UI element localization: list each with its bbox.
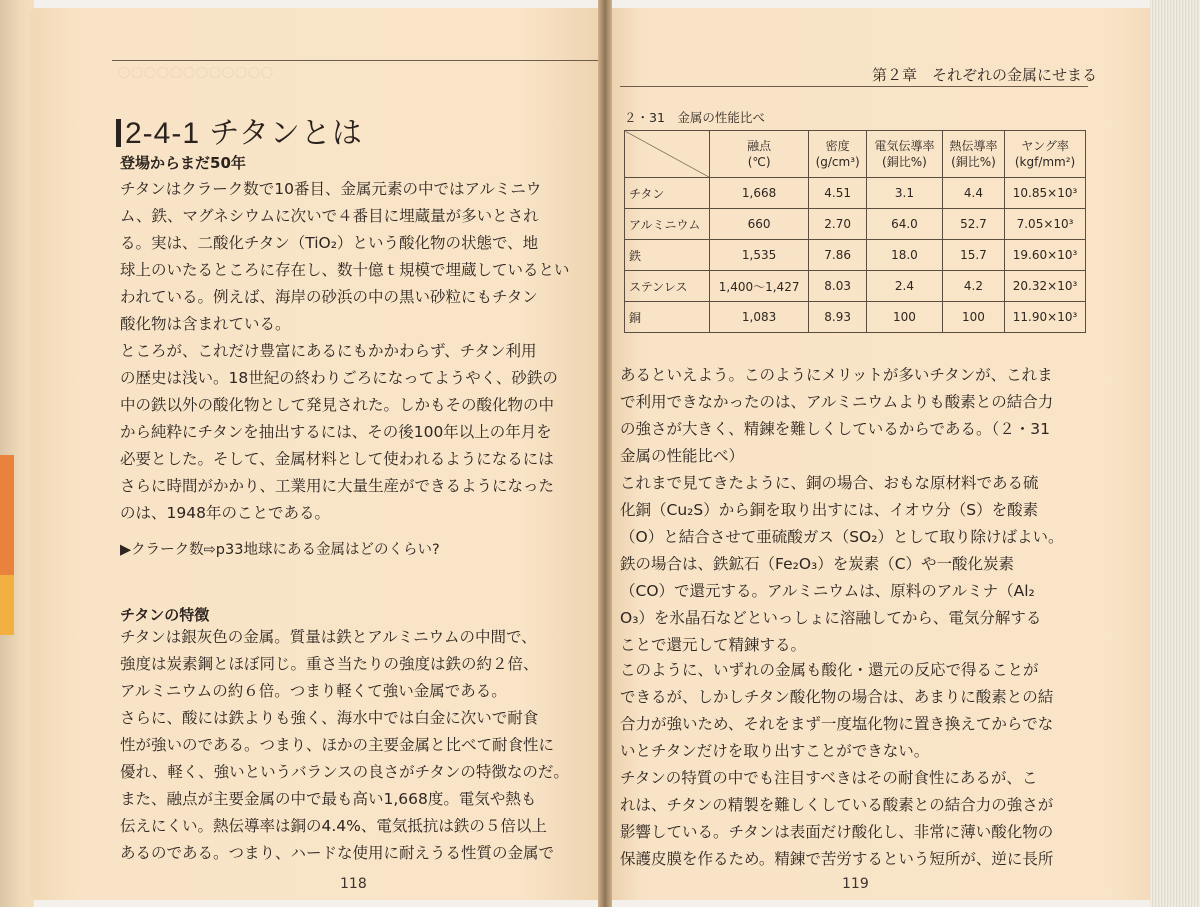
table-cell: 11.90×10³	[1005, 302, 1086, 333]
text-line: の歴史は浅い。18世紀の終わりごろになってようやく、砂鉄の	[120, 369, 558, 387]
table-cell: 1,400〜1,427	[710, 271, 809, 302]
text-line: 化銅（Cu₂S）から銅を取り出すには、イオウ分（S）を酸素	[620, 501, 1039, 519]
paragraph-melting-point	[120, 786, 590, 867]
table-row	[625, 271, 1086, 302]
paragraph-corrosion	[120, 705, 590, 786]
text-line: O₃）を氷晶石などといっしょに溶融してから、電気分解する	[620, 609, 1042, 627]
table-cell: 1,535	[710, 240, 809, 271]
text-line: 球上のいたるところに存在し、数十億ｔ規模で埋蔵しているとい	[120, 261, 570, 279]
section-title	[116, 108, 363, 152]
text-line: ム、鉄、マグネシウムに次いで４番目に埋蔵量が多いとされ	[120, 207, 539, 225]
paragraph-history	[120, 338, 590, 527]
page-number-left: 118	[340, 876, 367, 892]
text-line: これまで見てきたように、銅の場合、おもな原材料である硫	[620, 474, 1039, 492]
page-number-right: 119	[842, 876, 869, 892]
table-row-label: チタン	[625, 178, 710, 209]
text-line: る。実は、二酸化チタン（TiO₂）という酸化物の状態で、地	[120, 234, 539, 252]
table-cell: 4.51	[809, 178, 867, 209]
paragraph-refining	[620, 470, 1090, 659]
table-row-label: 鉄	[625, 240, 710, 271]
table-cell: 1,668	[710, 178, 809, 209]
text-line: また、融点が主要金属の中で最も高い1,668度。電気や熱も	[120, 790, 537, 808]
text-line: 保護皮膜を作るため。精錬で苦労するという短所が、逆に長所	[620, 850, 1054, 868]
text-line: れは、チタンの精製を難しくしている酸素との結合力の強さが	[620, 796, 1054, 814]
table-cell: 8.03	[809, 271, 867, 302]
table-row	[625, 302, 1086, 333]
paragraph-merit	[620, 362, 1090, 470]
table-header-cell: 熱伝導率 (銅比%)	[942, 131, 1004, 178]
text-line: このように、いずれの金属も酸化・還元の反応で得ることが	[620, 661, 1039, 679]
text-line: いとチタンだけを取り出すことができない。	[620, 742, 930, 760]
table-header-cell: 融点 (℃)	[710, 131, 809, 178]
table-cell: 3.1	[867, 178, 943, 209]
text-line: ことで還元して精錬する。	[620, 636, 807, 654]
text-line: 優れ、軽く、強いというバランスの良さがチタンの特徴なのだ。	[120, 763, 569, 781]
text-line: あるのである。つまり、ハードな使用に耐えうる性質の金属で	[120, 844, 555, 862]
table-cell: 15.7	[942, 240, 1004, 271]
table-cell: 2.70	[809, 209, 867, 240]
table-row	[625, 240, 1086, 271]
table-cell: 20.32×10³	[1005, 271, 1086, 302]
text-line: （O）と結合させて亜硫酸ガス（SO₂）として取り除けばよい。	[620, 528, 1064, 546]
table-cell: 100	[867, 302, 943, 333]
table-caption: ２・31 金属の性能比べ	[624, 110, 765, 125]
table-cell: 4.2	[942, 271, 1004, 302]
text-line: チタンの特質の中でも注目すべきはその耐食性にあるが、こ	[620, 769, 1038, 787]
table-cell: 64.0	[867, 209, 943, 240]
text-line: 金属の性能比べ）	[620, 447, 745, 465]
text-line: 酸化物は含まれている。	[120, 315, 291, 333]
table-cell: 660	[710, 209, 809, 240]
text-line: から純粋にチタンを抽出するには、その後100年以上の年月を	[120, 423, 552, 441]
table-cell: 7.86	[809, 240, 867, 271]
table-row	[625, 209, 1086, 240]
table-row-label: ステンレス	[625, 271, 710, 302]
running-head-faint: 〇〇〇〇〇〇〇〇〇〇〇〇	[118, 66, 275, 80]
table-header-cell: 密度 (g/cm³)	[809, 131, 867, 178]
subhead-features: チタンの特徴	[120, 606, 210, 624]
table-row	[625, 178, 1086, 209]
table-header-row	[625, 131, 1086, 178]
table-cell: 8.93	[809, 302, 867, 333]
paragraph-corrosion-resistance	[620, 765, 1090, 873]
text-line: チタンはクラーク数で10番目、金属元素の中ではアルミニウ	[120, 180, 542, 198]
text-line: 必要とした。そして、金属材料として使われるようになるには	[120, 450, 554, 468]
table-cell: 1,083	[710, 302, 809, 333]
table-cell: 10.85×10³	[1005, 178, 1086, 209]
table-header-cell: ヤング率 (kgf/mm²)	[1005, 131, 1086, 178]
text-line: 伝えにくい。熱伝導率は銅の4.4%、電気抵抗は鉄の５倍以上	[120, 817, 547, 835]
paragraph-oxidation	[620, 657, 1090, 765]
text-line: さらに時間がかかり、工業用に大量生産ができるようになった	[120, 477, 555, 495]
text-line: 性が強いのである。つまり、ほかの主要金属と比べて耐食性に	[120, 736, 555, 754]
text-line: あるといえよう。このようにメリットが多いチタンが、これま	[620, 366, 1053, 384]
chapter-heading: 第２章 それぞれの金属にせまる	[872, 66, 1098, 84]
table-cell: 52.7	[942, 209, 1004, 240]
table-row-label: アルミニウム	[625, 209, 710, 240]
table-cell: 18.0	[867, 240, 943, 271]
section-title-text: 2-4-1 チタンとは	[125, 117, 363, 150]
table-cell: 2.4	[867, 271, 943, 302]
text-line: 強度は炭素鋼とほぼ同じ。重さ当たりの強度は鉄の約２倍、	[120, 655, 539, 673]
cross-reference: ▶クラーク数⇨p33地球にある金属はどのくらい?	[120, 542, 440, 558]
cover-stripe-yellow	[0, 575, 14, 635]
header-rule-right	[620, 86, 1088, 87]
cover-stripe-orange	[0, 455, 14, 575]
text-line: の強さが大きく、精錬を難しくしているからである。（２・31	[620, 420, 1051, 438]
header-rule-left	[112, 60, 598, 61]
text-line: できるが、しかしチタン酸化物の場合は、あまりに酸素との結	[620, 688, 1054, 706]
text-line: のは、1948年のことである。	[120, 504, 330, 522]
paragraph-clarke	[120, 176, 590, 338]
text-line: で利用できなかったのは、アルミニウムよりも酸素との結合力	[620, 393, 1054, 411]
text-line: アルミニウムの約６倍。つまり軽くて強い金属である。	[120, 682, 507, 700]
text-line: 鉄の場合は、鉄鉱石（Fe₂O₃）を炭素（C）や一酸化炭素	[620, 555, 1015, 573]
book-gutter	[598, 0, 612, 907]
book-spine-edge	[0, 0, 34, 907]
paragraph-features	[120, 624, 590, 705]
text-line: われている。例えば、海岸の砂浜の中の黒い砂粒にもチタン	[120, 288, 538, 306]
table-header-cell: 電気伝導率 (銅比%)	[867, 131, 943, 178]
text-line: 中の鉄以外の酸化物として発見された。しかもその酸化物の中	[120, 396, 555, 414]
text-line: 影響している。チタンは表面だけ酸化し、非常に薄い酸化物の	[620, 823, 1054, 841]
title-bar-mark	[116, 119, 121, 147]
text-line: チタンは銀灰色の金属。質量は鉄とアルミニウムの中間で、	[120, 628, 537, 646]
table-cell: 7.05×10³	[1005, 209, 1086, 240]
table-cell: 19.60×10³	[1005, 240, 1086, 271]
table-cell: 100	[942, 302, 1004, 333]
text-line: 合力が強いため、それをまず一度塩化物に置き換えてからでな	[620, 715, 1054, 733]
subhead-debut: 登場からまだ50年	[120, 154, 246, 172]
text-line: （CO）で還元する。アルミニウムは、原料のアルミナ（Al₂	[620, 582, 1035, 600]
table-corner-cell	[625, 131, 710, 178]
page-edges	[1150, 0, 1200, 907]
text-line: ところが、これだけ豊富にあるにもかかわらず、チタン利用	[120, 342, 537, 360]
table-cell: 4.4	[942, 178, 1004, 209]
metal-properties-table	[624, 130, 1086, 333]
table-row-label: 銅	[625, 302, 710, 333]
text-line: さらに、酸には鉄よりも強く、海水中では白金に次いで耐食	[120, 709, 539, 727]
